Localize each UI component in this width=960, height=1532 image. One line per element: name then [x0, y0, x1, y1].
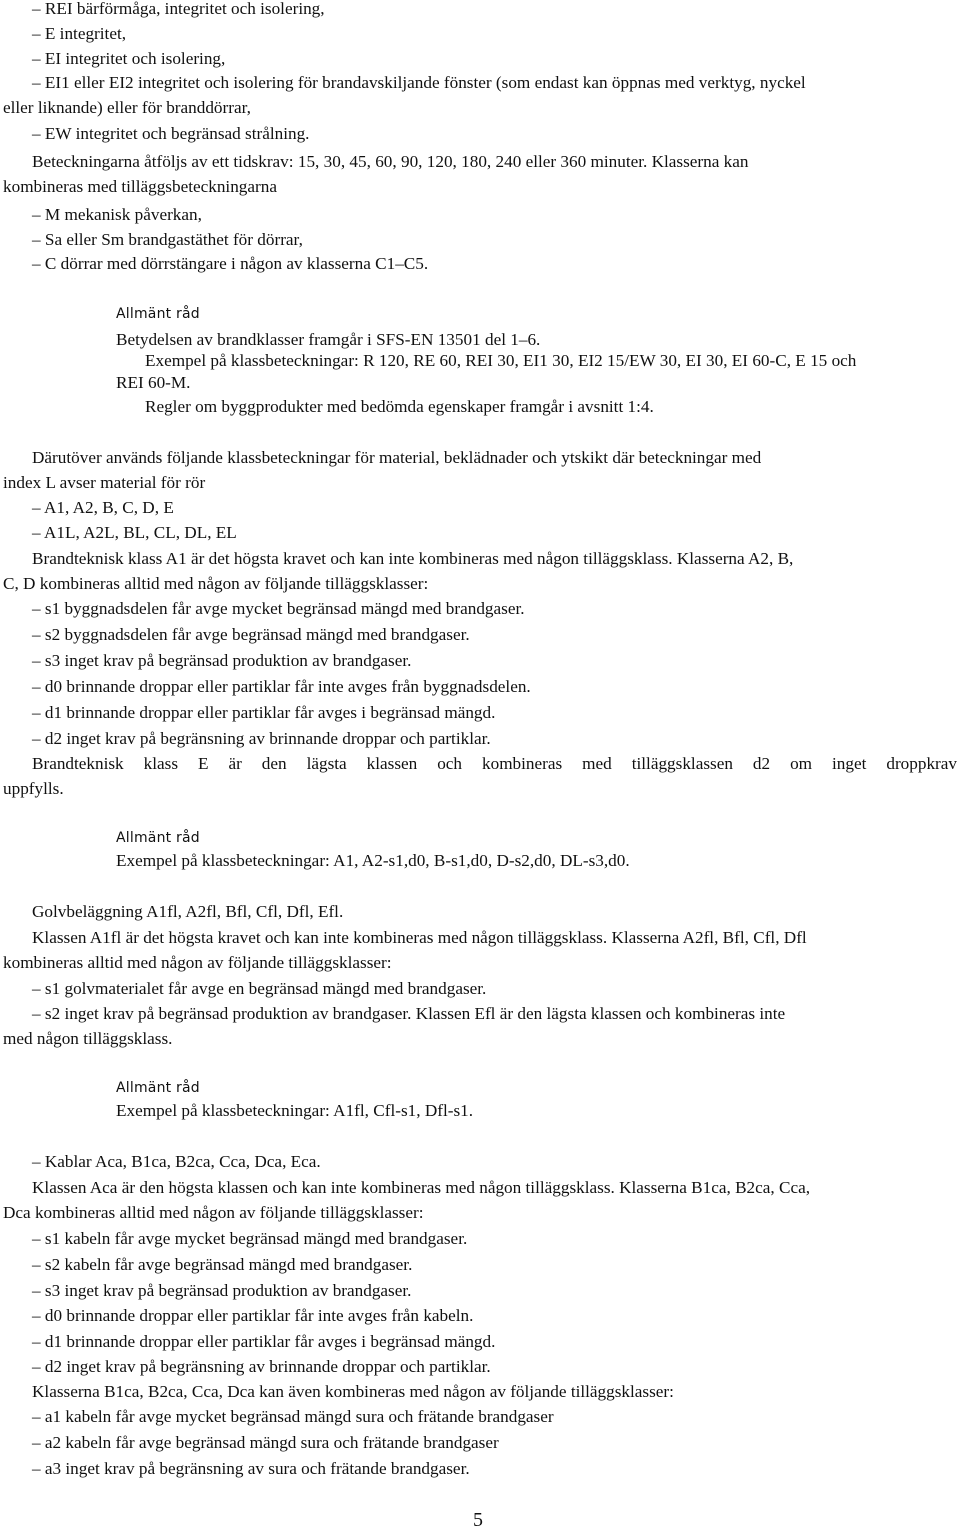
text-line: Brandteknisk klass A1 är det högsta kravet och kan inte kombineras med någon tilläggsklass. Klasserna A2, B, [32, 549, 794, 568]
text-line: Därutöver används följande klassbeteckningar för material, beklädnader och ytskikt där beteckningar med [32, 448, 762, 467]
text-line: uppfylls. [3, 779, 64, 798]
text-line: – d0 brinnande droppar eller partiklar får inte avges från kabeln. [32, 1306, 474, 1325]
text-line: – E integritet, [32, 24, 127, 43]
text-line: – d2 inget krav på begränsning av brinnande droppar och partiklar. [32, 729, 491, 748]
text-line: – M mekanisk påverkan, [32, 205, 202, 224]
text-line: – d2 inget krav på begränsning av brinnande droppar och partiklar. [32, 1357, 491, 1376]
text-line: – s2 inget krav på begränsad produktion av brandgaser. Klassen Efl är den lägsta klassen och kombineras inte [32, 1004, 786, 1023]
advice-heading: Allmänt råd [116, 830, 200, 846]
text-line: – s1 kabeln får avge mycket begränsad mängd med brandgaser. [32, 1229, 468, 1248]
text-line: Exempel på klassbeteckningar: R 120, RE 60, REI 30, EI1 30, EI2 15/EW 30, EI 30, EI 60-C, E 15 och [145, 351, 857, 370]
text-line: eller liknande) eller för branddörrar, [3, 98, 251, 117]
text-line: – d1 brinnande droppar eller partiklar får avges i begränsad mängd. [32, 703, 496, 722]
text-line: Beteckningarna åtföljs av ett tidskrav: 15, 30, 45, 60, 90, 120, 180, 240 eller 360 minuter. Klasserna kan [32, 152, 749, 171]
text-line: – EI1 eller EI2 integritet och isolering för brandavskiljande fönster (som endast kan öppnas med verktyg, nyckel [32, 73, 806, 92]
text-line: – s3 inget krav på begränsad produktion av brandgaser. [32, 651, 412, 670]
text-line: – a1 kabeln får avge mycket begränsad mängd sura och frätande brandgaser [32, 1407, 554, 1426]
text-line: – Kablar Aca, B1ca, B2ca, Cca, Dca, Eca. [32, 1152, 321, 1171]
text-line: – s1 byggnadsdelen får avge mycket begränsad mängd med brandgaser. [32, 599, 525, 618]
text-line: – s2 byggnadsdelen får avge begränsad mängd med brandgaser. [32, 625, 470, 644]
text-line: Klassen A1fl är det högsta kravet och kan inte kombineras med någon tilläggsklass. Klasserna A2fl, Bfl, Cfl, Dfl [32, 928, 807, 947]
text-line: index L avser material för rör [3, 473, 206, 492]
text-line: Brandteknisk klass E är den lägsta klassen och kombineras med tilläggsklassen d2 om inget droppkrav [32, 754, 957, 773]
text-line: – s3 inget krav på begränsad produktion av brandgaser. [32, 1281, 412, 1300]
text-line: – A1L, A2L, BL, CL, DL, EL [32, 523, 237, 542]
text-line: C, D kombineras alltid med någon av följande tilläggsklasser: [3, 574, 429, 593]
text-line: Exempel på klassbeteckningar: A1fl, Cfl-s1, Dfl-s1. [116, 1101, 474, 1120]
page-number: 5 [473, 1509, 483, 1531]
text-line: kombineras alltid med någon av följande tilläggsklasser: [3, 953, 392, 972]
text-line: Klasserna B1ca, B2ca, Cca, Dca kan även kombineras med någon av följande tilläggsklasser: [32, 1382, 674, 1401]
text-line: – d0 brinnande droppar eller partiklar får inte avges från byggnadsdelen. [32, 677, 531, 696]
text-line: – a3 inget krav på begränsning av sura och frätande brandgaser. [32, 1459, 470, 1478]
text-line: med någon tilläggsklass. [3, 1029, 173, 1048]
text-line: Regler om byggprodukter med bedömda egenskaper framgår i avsnitt 1:4. [145, 397, 654, 416]
text-line: Golvbeläggning A1fl, A2fl, Bfl, Cfl, Dfl, Efl. [32, 902, 344, 921]
text-line: – d1 brinnande droppar eller partiklar får avges i begränsad mängd. [32, 1332, 496, 1351]
text-line: – EI integritet och isolering, [32, 49, 226, 68]
text-line: Betydelsen av brandklasser framgår i SFS-EN 13501 del 1–6. [116, 330, 541, 349]
advice-heading: Allmänt råd [116, 1080, 200, 1096]
text-line: – s2 kabeln får avge begränsad mängd med brandgaser. [32, 1255, 413, 1274]
text-line: – Sa eller Sm brandgastäthet för dörrar, [32, 230, 303, 249]
text-line: – a2 kabeln får avge begränsad mängd sura och frätande brandgaser [32, 1433, 499, 1452]
text-line: Dca kombineras alltid med någon av följande tilläggsklasser: [3, 1203, 424, 1222]
text-line: – s1 golvmaterialet får avge en begränsad mängd med brandgaser. [32, 979, 487, 998]
text-line: – C dörrar med dörrstängare i någon av klasserna C1–C5. [32, 254, 429, 273]
text-line: – EW integritet och begränsad strålning. [32, 124, 310, 143]
advice-heading: Allmänt råd [116, 306, 200, 322]
text-line: – REI bärförmåga, integritet och isolering, [32, 0, 325, 18]
text-line: – A1, A2, B, C, D, E [32, 498, 174, 517]
text-line: REI 60-M. [116, 373, 191, 392]
text-line: kombineras med tilläggsbeteckningarna [3, 177, 277, 196]
text-line: Klassen Aca är den högsta klassen och kan inte kombineras med någon tilläggsklass. Klasserna B1ca, B2ca, Cca, [32, 1178, 811, 1197]
text-line: Exempel på klassbeteckningar: A1, A2-s1,d0, B-s1,d0, D-s2,d0, DL-s3,d0. [116, 851, 630, 870]
